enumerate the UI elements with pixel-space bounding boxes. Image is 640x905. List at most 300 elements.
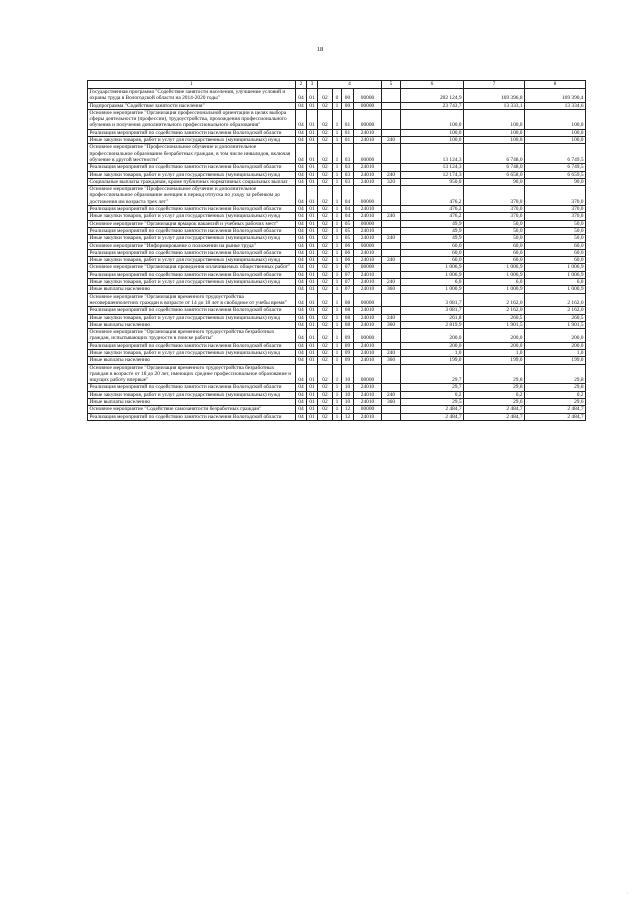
amount-col7-cell: 6,0 [464,279,525,286]
expense-type-cell: 240 [382,349,401,356]
code-subprogram-cell: 1 [333,227,342,234]
expense-type-cell [382,186,401,206]
code-direction-cell: 24010 [354,206,382,213]
amount-col7-cell: 199,0 [464,357,525,364]
table-row [88,102,586,109]
header-col-5: 5 [382,81,401,89]
table-row [88,213,586,220]
code-subprogram-cell: 1 [333,384,342,391]
expense-type-cell: 240 [382,279,401,286]
code-subsection-cell: 01 [307,109,318,129]
amount-col6-cell: 60,0 [401,257,464,264]
code-subsection-cell: 01 [307,89,318,103]
code-subprogram-cell: 1 [333,342,342,349]
expense-type-cell: 240 [382,257,401,264]
code-activity-cell: 03 [342,144,354,164]
code-direction-cell: 24010 [354,349,382,356]
amount-col7-cell: 60,0 [464,249,525,256]
code-program-cell: 02 [318,391,333,398]
amount-col8-cell: 29,6 [525,399,586,406]
table-row [88,235,586,242]
amount-col8-cell: 50,0 [525,227,586,234]
code-section-cell: 04 [296,264,307,271]
amount-col6-cell: 60,0 [401,242,464,249]
code-subsection-cell: 01 [307,364,318,384]
code-activity-cell: 05 [342,220,354,227]
code-program-cell: 02 [318,364,333,384]
code-activity-cell: 06 [342,257,354,264]
row-name-cell: Реализация мероприятий по содействию занятости населения Вологодской области [88,249,296,256]
code-subsection-cell: 01 [307,129,318,136]
expense-type-cell [382,164,401,171]
code-activity-cell: 10 [342,364,354,384]
row-name-cell: Реализация мероприятий по содействию занятости населения Вологодской области [88,413,296,420]
table-row [88,364,586,384]
code-subprogram-cell: 1 [333,186,342,206]
code-subprogram-cell: 1 [333,257,342,264]
row-name-cell: Основное мероприятие "Организация временного трудоустройства безработных граждан, испытывающих трудности в поиске работы" [88,329,296,343]
code-subprogram-cell: 1 [333,171,342,178]
code-activity-cell: 07 [342,286,354,293]
code-program-cell: 02 [318,89,333,103]
code-subprogram-cell: 1 [333,206,342,213]
amount-col6-cell: 3 081,7 [401,293,464,307]
code-activity-cell: 10 [342,399,354,406]
amount-col7-cell: 29,8 [464,384,525,391]
amount-col7-cell: 90,0 [464,178,525,185]
code-subprogram-cell: 1 [333,349,342,356]
code-program-cell: 02 [318,307,333,314]
amount-col7-cell: 1 006,9 [464,264,525,271]
code-subsection-cell: 01 [307,264,318,271]
row-name-cell: Основное мероприятие "Организация временного трудоустройства безработных граждан в возрасте от 18 до 20 лет, имеющих среднее профессиональное образование и ищущих работу впервые" [88,364,296,384]
amount-col8-cell: 1,0 [525,349,586,356]
code-section-cell: 04 [296,391,307,398]
amount-col8-cell: 13 334,6 [525,102,586,109]
code-activity-cell: 04 [342,206,354,213]
row-name-cell: Основное мероприятие "Организация ярмарок вакансий и учебных рабочих мест" [88,220,296,227]
header-col-1: 1 [88,81,296,89]
amount-col8-cell: 2 162,0 [525,307,586,314]
code-subprogram-cell: 1 [333,286,342,293]
code-direction-cell: 24010 [354,213,382,220]
code-direction-cell: 24010 [354,178,382,185]
code-subsection-cell: 01 [307,186,318,206]
code-section-cell: 04 [296,399,307,406]
amount-col6-cell: 13 124,3 [401,144,464,164]
margin-mark: ' [627,893,628,898]
code-subsection-cell: 01 [307,399,318,406]
code-section-cell: 04 [296,357,307,364]
code-direction-cell: 00000 [354,89,382,103]
expense-type-cell [382,129,401,136]
code-direction-cell: 00000 [354,264,382,271]
row-name-cell: Социальные выплаты гражданам, кроме публичных нормативных социальных выплат [88,178,296,185]
row-name-cell: Основное мероприятие "Содействие самозанятости безработных граждан" [88,406,296,413]
amount-col6-cell: 200,0 [401,342,464,349]
amount-col6-cell: 29,5 [401,399,464,406]
amount-col7-cell: 50,0 [464,235,525,242]
amount-col6-cell: 13 124,3 [401,164,464,171]
code-subprogram-cell: 1 [333,242,342,249]
code-subsection-cell: 01 [307,279,318,286]
code-subsection-cell: 01 [307,286,318,293]
code-activity-cell: 03 [342,164,354,171]
amount-col7-cell: 2 162,0 [464,293,525,307]
code-subsection-cell: 01 [307,391,318,398]
code-program-cell: 02 [318,342,333,349]
code-subsection-cell: 01 [307,342,318,349]
table-row [88,349,586,356]
amount-col8-cell: 29,8 [525,384,586,391]
row-name-cell: Реализация мероприятий по содействию занятости населения Вологодской области [88,227,296,234]
code-section-cell: 04 [296,220,307,227]
code-subsection-cell: 01 [307,164,318,171]
code-subsection-cell: 01 [307,102,318,109]
code-program-cell: 02 [318,186,333,206]
code-direction-cell: 24010 [354,357,382,364]
amount-col8-cell: 50,0 [525,235,586,242]
code-program-cell: 02 [318,213,333,220]
code-direction-cell: 24010 [354,384,382,391]
code-activity-cell: 01 [342,137,354,144]
code-direction-cell: 24010 [354,399,382,406]
code-direction-cell: 24010 [354,171,382,178]
code-program-cell: 02 [318,206,333,213]
amount-col6-cell: 2 484,7 [401,406,464,413]
row-name-cell: Основное мероприятие "Профессиональное обучение и дополнительное профессиональное образование безработных граждан, в том числе инвалидов, включая обучение в другой местности" [88,144,296,164]
expense-type-cell [382,227,401,234]
row-name-cell: Иные закупки товаров, работ и услуг для государственных (муниципальных) нужд [88,349,296,356]
amount-col8-cell: 169 390,4 [525,89,586,103]
amount-col6-cell: 1 000,9 [401,286,464,293]
amount-col7-cell: 260,5 [464,314,525,321]
amount-col7-cell: 1,0 [464,349,525,356]
amount-col8-cell: 6 749,5 [525,164,586,171]
table-row [88,220,586,227]
code-subprogram-cell: 0 [333,89,342,103]
amount-col8-cell: 6,0 [525,279,586,286]
amount-col7-cell: 100,0 [464,137,525,144]
amount-col7-cell: 100,0 [464,129,525,136]
amount-col7-cell: 2 484,7 [464,406,525,413]
code-section-cell: 04 [296,413,307,420]
amount-col7-cell: 29,8 [464,364,525,384]
amount-col6-cell: 2 484,7 [401,413,464,420]
header-col-2: 2 [296,81,307,89]
code-subprogram-cell: 1 [333,314,342,321]
amount-col8-cell: 370,0 [525,206,586,213]
table-row [88,279,586,286]
table-row [88,227,586,234]
row-name-cell: Реализация мероприятий по содействию занятости населения Вологодской области [88,307,296,314]
amount-col7-cell: 29,6 [464,399,525,406]
expense-type-cell [382,271,401,278]
row-name-cell: Основное мероприятие "Организация временного трудоустройства несовершеннолетних граждан в возрасте от 14 до 18 лет в свободное от учебы время" [88,293,296,307]
code-section-cell: 04 [296,129,307,136]
amount-col8-cell: 1 901,5 [525,321,586,328]
code-activity-cell: 01 [342,109,354,129]
amount-col8-cell: 60,0 [525,257,586,264]
code-program-cell: 02 [318,235,333,242]
code-subprogram-cell: 1 [333,235,342,242]
code-section-cell: 04 [296,364,307,384]
code-subsection-cell: 01 [307,178,318,185]
code-program-cell: 02 [318,242,333,249]
expense-type-cell: 360 [382,357,401,364]
code-subprogram-cell: 1 [333,109,342,129]
code-subprogram-cell: 1 [333,406,342,413]
code-subsection-cell: 01 [307,307,318,314]
code-subsection-cell: 01 [307,227,318,234]
table-row [88,391,586,398]
row-name-cell: Реализация мероприятий по содействию занятости населения Вологодской области [88,206,296,213]
code-program-cell: 02 [318,227,333,234]
code-subsection-cell: 01 [307,242,318,249]
code-activity-cell: 00 [342,89,354,103]
table-row [88,137,586,144]
row-name-cell: Иные закупки товаров, работ и услуг для государственных (муниципальных) нужд [88,137,296,144]
amount-col8-cell: 370,0 [525,186,586,206]
row-name-cell: Реализация мероприятий по содействию занятости населения Вологодской области [88,271,296,278]
table-row [88,329,586,343]
expense-type-cell: 320 [382,178,401,185]
amount-col8-cell: 260,5 [525,314,586,321]
code-direction-cell: 00000 [354,364,382,384]
amount-col6-cell: 100,0 [401,129,464,136]
amount-col7-cell: 6 748,0 [464,164,525,171]
code-activity-cell: 09 [342,329,354,343]
amount-col7-cell: 1 000,9 [464,286,525,293]
table-row [88,249,586,256]
expense-type-cell [382,293,401,307]
code-direction-cell: 24010 [354,129,382,136]
code-section-cell: 04 [296,342,307,349]
code-activity-cell: 07 [342,271,354,278]
code-subprogram-cell: 1 [333,307,342,314]
code-direction-cell: 24010 [354,249,382,256]
amount-col7-cell: 1 006,9 [464,271,525,278]
amount-col8-cell: 60,0 [525,242,586,249]
code-subprogram-cell: 1 [333,264,342,271]
amount-col6-cell: 0,2 [401,391,464,398]
amount-col6-cell: 100,0 [401,109,464,129]
amount-col8-cell: 200,0 [525,342,586,349]
amount-col7-cell: 169 396,8 [464,89,525,103]
table-row [88,293,586,307]
code-direction-cell: 00000 [354,293,382,307]
code-section-cell: 04 [296,235,307,242]
code-section-cell: 04 [296,171,307,178]
code-subsection-cell: 01 [307,249,318,256]
code-direction-cell: 24010 [354,164,382,171]
table-row [88,144,586,164]
code-activity-cell: 05 [342,235,354,242]
code-activity-cell: 10 [342,384,354,391]
table-row [88,206,586,213]
expense-type-cell: 240 [382,235,401,242]
table-row [88,314,586,321]
code-section-cell: 04 [296,293,307,307]
code-subprogram-cell: 1 [333,399,342,406]
expense-type-cell [382,249,401,256]
code-section-cell: 04 [296,286,307,293]
amount-col8-cell: 100,0 [525,109,586,129]
code-subprogram-cell: 1 [333,357,342,364]
amount-col7-cell: 50,0 [464,220,525,227]
code-subsection-cell: 01 [307,293,318,307]
code-subprogram-cell: 1 [333,178,342,185]
code-activity-cell: 04 [342,213,354,220]
amount-col8-cell: 100,0 [525,137,586,144]
amount-col6-cell: 1 006,9 [401,271,464,278]
row-name-cell: Иные закупки товаров, работ и услуг для государственных (муниципальных) нужд [88,213,296,220]
row-name-cell: Иные закупки товаров, работ и услуг для государственных (муниципальных) нужд [88,391,296,398]
expense-type-cell [382,406,401,413]
row-name-cell: Основное мероприятие "Организация профессиональной ориентации в целях выбора сферы деятельности (профессии), трудоустройства, прохождения профессионального обучения и получения дополнительного профессионального образования" [88,109,296,129]
expense-type-cell [382,342,401,349]
code-subsection-cell: 01 [307,406,318,413]
table-row [88,413,586,420]
code-subsection-cell: 01 [307,349,318,356]
table-row [88,89,586,103]
table-row [88,271,586,278]
table-row [88,186,586,206]
code-section-cell: 04 [296,89,307,103]
amount-col7-cell: 13 333,1 [464,102,525,109]
code-activity-cell: 08 [342,314,354,321]
row-name-cell: Реализация мероприятий по содействию занятости населения Вологодской области [88,342,296,349]
header-row [88,81,586,89]
code-activity-cell: 08 [342,307,354,314]
code-subprogram-cell: 1 [333,220,342,227]
table-row [88,384,586,391]
row-name-cell: Государственная программа "Содействие занятости населения, улучшение условий и охраны труда в Вологодской области на 2014-2020 годы" [88,89,296,103]
row-name-cell: Иные выплаты населению [88,321,296,328]
header-col-7: 7 [464,81,525,89]
code-section-cell: 04 [296,257,307,264]
row-name-cell: Иные выплаты населению [88,357,296,364]
code-program-cell: 02 [318,357,333,364]
code-section-cell: 04 [296,314,307,321]
code-subsection-cell: 01 [307,314,318,321]
row-name-cell: Реализация мероприятий по содействию занятости населения Вологодской области [88,164,296,171]
code-direction-cell: 00000 [354,102,382,109]
header-col-8: 8 [525,81,586,89]
expense-type-cell: 240 [382,314,401,321]
code-section-cell: 04 [296,206,307,213]
expense-type-cell [382,413,401,420]
code-subsection-cell: 01 [307,321,318,328]
code-program-cell: 02 [318,271,333,278]
code-activity-cell: 09 [342,357,354,364]
amount-col8-cell: 2 162,0 [525,293,586,307]
code-activity-cell: 09 [342,342,354,349]
code-program-cell: 02 [318,257,333,264]
amount-col6-cell: 29,7 [401,364,464,384]
amount-col6-cell: 3 081,7 [401,307,464,314]
code-program-cell: 02 [318,178,333,185]
expense-type-cell [382,242,401,249]
amount-col7-cell: 6 748,0 [464,144,525,164]
row-name-cell: Основное мероприятие "Информирование о положении на рынке труда" [88,242,296,249]
amount-col8-cell: 370,0 [525,213,586,220]
amount-col8-cell: 1 006,9 [525,271,586,278]
code-section-cell: 04 [296,186,307,206]
table-row [88,286,586,293]
amount-col6-cell: 49,9 [401,220,464,227]
code-section-cell: 04 [296,213,307,220]
amount-col7-cell: 100,0 [464,109,525,129]
code-direction-cell: 24010 [354,271,382,278]
code-subsection-cell: 01 [307,137,318,144]
table-row [88,257,586,264]
amount-col6-cell: 476,2 [401,213,464,220]
amount-col7-cell: 370,0 [464,206,525,213]
code-subprogram-cell: 1 [333,213,342,220]
row-name-cell: Основное мероприятие "Организация проведения оплачиваемых общественных работ" [88,264,296,271]
amount-col8-cell: 6 659,5 [525,171,586,178]
code-activity-cell: 08 [342,321,354,328]
code-activity-cell: 01 [342,129,354,136]
code-program-cell: 02 [318,399,333,406]
budget-table [87,80,586,421]
page-number: 18 [316,46,324,53]
table-row [88,307,586,314]
row-name-cell: Иные закупки товаров, работ и услуг для государственных (муниципальных) нужд [88,171,296,178]
code-subprogram-cell: 1 [333,391,342,398]
code-subprogram-cell: 1 [333,144,342,164]
code-program-cell: 02 [318,144,333,164]
code-section-cell: 04 [296,329,307,343]
expense-type-cell [382,102,401,109]
table-row [88,129,586,136]
amount-col6-cell: 12 174,3 [401,171,464,178]
code-subprogram-cell: 1 [333,249,342,256]
amount-col7-cell: 200,0 [464,342,525,349]
expense-type-cell [382,144,401,164]
expense-type-cell [382,264,401,271]
amount-col6-cell: 60,0 [401,249,464,256]
amount-col8-cell: 1 000,9 [525,286,586,293]
code-program-cell: 02 [318,137,333,144]
amount-col6-cell: 261,8 [401,314,464,321]
code-direction-cell: 00000 [354,109,382,129]
table-row [88,164,586,171]
code-activity-cell: 00 [342,102,354,109]
code-section-cell: 04 [296,279,307,286]
amount-col6-cell: 476,2 [401,186,464,206]
code-activity-cell: 07 [342,264,354,271]
code-program-cell: 02 [318,406,333,413]
code-subprogram-cell: 1 [333,364,342,384]
code-subsection-cell: 01 [307,213,318,220]
table-row [88,109,586,129]
code-program-cell: 02 [318,264,333,271]
code-subsection-cell: 01 [307,144,318,164]
amount-col8-cell: 29,8 [525,364,586,384]
amount-col8-cell: 50,0 [525,220,586,227]
amount-col8-cell: 60,0 [525,249,586,256]
code-activity-cell: 09 [342,349,354,356]
code-program-cell: 02 [318,314,333,321]
amount-col7-cell: 6 658,0 [464,171,525,178]
code-direction-cell: 24010 [354,286,382,293]
code-section-cell: 04 [296,144,307,164]
amount-col6-cell: 1 006,9 [401,264,464,271]
row-name-cell: Реализация мероприятий по содействию занятости населения Вологодской области [88,384,296,391]
code-direction-cell: 24010 [354,391,382,398]
